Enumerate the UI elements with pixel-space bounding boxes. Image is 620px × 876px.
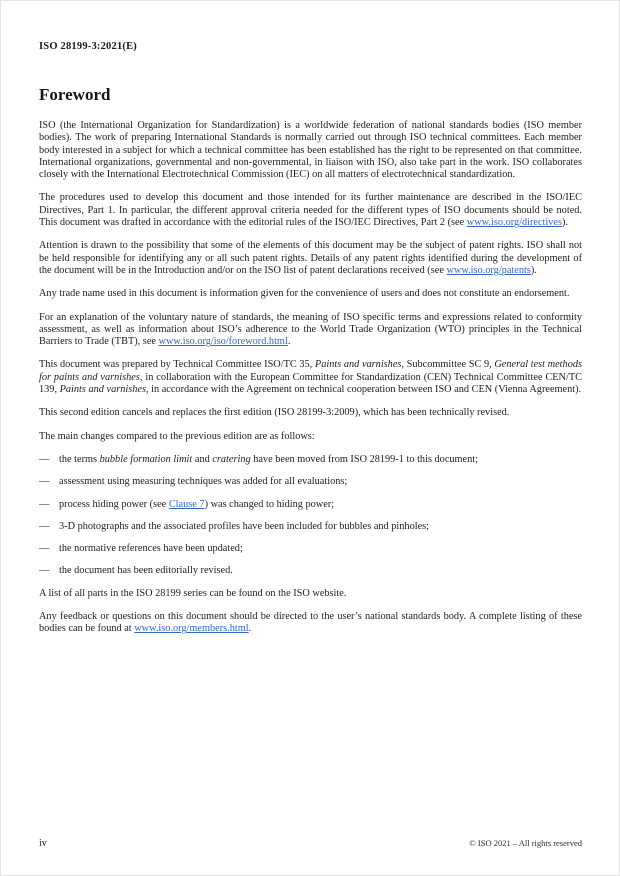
bullet-item	[39, 543, 582, 555]
patents-link[interactable]: www.iso.org/patents	[446, 264, 531, 276]
paragraph	[39, 312, 582, 349]
paragraph	[39, 192, 582, 229]
text-run: A list of all parts in the ISO 28199 series can be found on the ISO website.	[39, 587, 347, 599]
document-body	[39, 120, 582, 636]
directives-link[interactable]: www.iso.org/directives	[466, 217, 562, 229]
page-title: Foreword	[39, 85, 111, 104]
paragraph	[39, 407, 582, 419]
text-run: assessment using measuring techniques was added for all evaluations;	[59, 476, 348, 488]
text-run: the normative references have been updated;	[59, 543, 243, 555]
document-code: ISO 28199-3:2021(E)	[39, 41, 138, 52]
bullet-dash: —	[39, 453, 50, 465]
italic-term: bubble formation limit	[99, 453, 193, 465]
text-run: ) was changed to hiding power;	[204, 498, 335, 510]
text-run: The main changes compared to the previous edition are as follows:	[39, 430, 315, 442]
clause-7-link[interactable]: Clause 7	[168, 498, 205, 510]
text-run: .	[287, 336, 291, 348]
text-run: and	[192, 453, 213, 465]
paragraph	[39, 359, 582, 396]
foreword-html-link[interactable]: www.iso.org/iso/foreword.html	[158, 336, 288, 348]
text-run: Any trade name used in this document is information given for the convenience of users and does not constitute an endorsement.	[39, 288, 570, 300]
bullet-item	[39, 499, 582, 511]
text-run: Attention is drawn to the possibility that some of the elements of this document may be the subject of patent rights. ISO shall not be held responsible for identifying any or all such patent rights. Details of any patent rights identified during the development of the document will be in the Introduction and/or on the ISO list of patent declarations received (see	[39, 240, 582, 276]
text-run: ).	[562, 217, 569, 229]
text-run: the document has been editorially revised.	[59, 565, 233, 577]
paragraph	[39, 288, 582, 300]
italic-term: Paints and varnishes	[59, 384, 146, 396]
paragraph	[39, 431, 582, 443]
bullet-item	[39, 454, 582, 466]
italic-term: Paints and varnishes	[314, 359, 402, 371]
bullet-dash: —	[39, 476, 50, 488]
text-run: the terms	[59, 453, 100, 465]
page-number: iv	[39, 838, 47, 849]
text-run: Any feedback or questions on this document should be directed to the user’s national standards body. A complete listing of these bodies can be found at	[39, 611, 582, 635]
italic-term: cratering	[212, 453, 251, 465]
bullet-item	[39, 476, 582, 488]
text-run: 3-D photographs and the associated profiles have been included for bubbles and pinholes;	[59, 520, 430, 532]
text-run: The procedures used to develop this document and those intended for its further maintenance are described in the ISO/IEC Directives, Part 1. In particular, the different approval criteria needed for the different types of ISO documents should be noted. This document was drafted in accordance with the editorial rules of the ISO/IEC Directives, Part 2 (see	[39, 192, 582, 229]
text-run: .	[248, 623, 252, 635]
copyright-notice: © ISO 2021 – All rights reserved	[469, 838, 582, 848]
bullet-dash: —	[39, 498, 50, 510]
italic-term: General test methods for paints and varnishes	[39, 359, 582, 383]
bullet-item	[39, 521, 582, 533]
text-run: This second edition cancels and replaces the first edition (ISO 28199-3:2009), which has been technically revised.	[39, 407, 510, 419]
text-run: , in accordance with the Agreement on technical cooperation between ISO and CEN (Vienna Agreement).	[145, 384, 582, 396]
text-run: For an explanation of the voluntary nature of standards, the meaning of ISO specific terms and expressions related to conformity assessment, as well as information about ISO’s adherence to the World Trade Organization (WTO) principles in the Technical Barriers to Trade (TBT), see	[39, 311, 582, 348]
text-run: ISO (the International Organization for Standardization) is a worldwide federation of national standards bodies (ISO member bodies). The work of preparing International Standards is normally carried out through ISO technical committees. Each member body interested in a subject for which a technical committee has been established has the right to be represented on that committee. International organizations, governmental and non-governmental, in liaison with ISO, also take part in the work. ISO collaborates closely with the International Electrotechnical Commission (IEC) on all matters of electrotechnical standardization.	[39, 120, 582, 181]
text-run: , in collaboration with the European Committee for Standardization (CEN) Technical Committee CEN/TC 139,	[39, 371, 583, 396]
bullet-item	[39, 565, 582, 577]
text-run: This document was prepared by Technical Committee ISO/TC 35,	[39, 359, 315, 371]
text-run: ).	[530, 264, 537, 276]
bullet-dash: —	[39, 543, 50, 555]
bullet-dash: —	[39, 520, 50, 532]
page-footer	[39, 838, 582, 849]
text-run: process hiding power (see	[59, 498, 169, 510]
members-html-link[interactable]: www.iso.org/members.html	[134, 623, 249, 635]
bullet-text	[59, 521, 582, 533]
bullet-dash: —	[39, 565, 50, 577]
bullet-text	[59, 454, 582, 466]
paragraph	[39, 240, 582, 277]
text-run: have been moved from ISO 28199-1 to this document;	[250, 453, 478, 465]
bullet-text	[59, 499, 582, 511]
text-run: , Subcommittee SC 9,	[401, 359, 495, 371]
paragraph	[39, 588, 582, 600]
paragraph	[39, 611, 582, 636]
bullet-text	[59, 543, 582, 555]
bullet-text	[59, 565, 582, 577]
bullet-text	[59, 476, 582, 488]
paragraph	[39, 120, 582, 181]
